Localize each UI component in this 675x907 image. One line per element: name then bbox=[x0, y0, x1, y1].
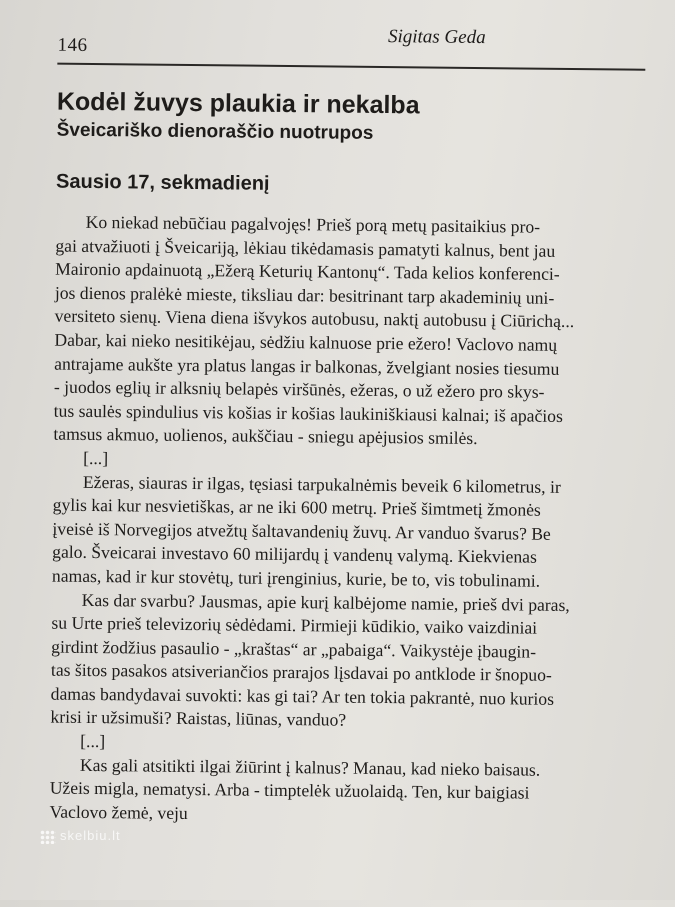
paragraph bbox=[49, 753, 650, 830]
running-head-author: Sigitas Geda bbox=[387, 26, 486, 49]
text-line: versiteto sienų. Viena diena išvykos autobusu, naktį autobusu į Ciūrichą... bbox=[54, 305, 575, 332]
text-line: Ežeras, siauras ir ilgas, tęsiasi tarpukalnėmis beveik 6 kilometrus, ir bbox=[82, 471, 561, 497]
text-line: girdint žodžius pasaulio - „kraštas“ ar „pabaiga“. Vaikystėje įbaugin- bbox=[51, 636, 537, 662]
text-line: namas, kad ir kur stovėtų, turi įrenginius, kurie, be to, vis tobulinami. bbox=[51, 565, 541, 591]
paragraph bbox=[50, 588, 651, 736]
text-line: jos dienos pralėkė mieste, tiksliau dar: besitrinant tarp akademinių uni- bbox=[54, 282, 555, 308]
text-line: damas bandydavai suvokti: kas gi tai? Ar ten tokia pakrantė, nuo kurios bbox=[50, 683, 555, 709]
section-title: Sausio 17, sekmadienį bbox=[55, 170, 270, 195]
page-header bbox=[57, 21, 645, 71]
watermark-logo-icon bbox=[40, 830, 56, 844]
text-line: [...] bbox=[83, 447, 109, 469]
text-line: - juodos eglių ir alksnių belapės viršūnės, ežeras, o už ežero pro skys- bbox=[53, 376, 545, 402]
paragraph bbox=[52, 470, 653, 594]
text-line: gylis kai kur nesvietiškas, ar ne iki 600 metrų. Prieš šimtmetį žmonės bbox=[52, 494, 541, 520]
text-line: tas šitos pasakos atsiveriančios prarajos lįsdavai po antklode ir šnopuo- bbox=[50, 659, 552, 686]
text-line: Dabar, kai nieko nesitikėjau, sėdžiu kalnuose prie ežero! Vaclovo namų bbox=[54, 329, 558, 355]
text-line: [...] bbox=[80, 730, 106, 752]
paragraph bbox=[53, 211, 655, 453]
text-line: Kas gali atsitikti ilgai žiūrint į kalnus? Manau, kad nieko baisaus. bbox=[79, 754, 541, 780]
text-line: tamsus akmuo, uolienos, aukščiau - sniegu apėjusios smilės. bbox=[53, 423, 478, 449]
watermark-text: skelbiu.lt bbox=[60, 828, 121, 843]
text-line: Užeis migla, nematysi. Arba - timptelėk užuolaidą. Ten, kur baigiasi bbox=[49, 777, 530, 803]
text-line: Kas dar svarbu? Jausmas, apie kurį kalbėjome namie, prieš dvi paras, bbox=[81, 589, 570, 615]
text-line: tus saulės spindulius vis košias ir košias laukiniškiausi kalnai; iš apačios bbox=[53, 400, 564, 426]
text-line: antrajame aukšte yra platus langas ir balkonas, žvelgiant nosies tiesumu bbox=[54, 353, 560, 379]
text-line: Ko niekad nebūčiau pagalvojęs! Prieš porą metų pasitaikius pro- bbox=[85, 211, 541, 237]
body-text bbox=[49, 211, 655, 831]
site-watermark bbox=[40, 828, 121, 844]
text-line: galo. Šveicarai investavo 60 milijardų į vandenų valymą. Kiekvienas bbox=[52, 541, 537, 567]
text-line: gai atvažiuoti į Šveicariją, lėkiau tikėdamasis pamatyti kalnus, bent jau bbox=[55, 235, 556, 261]
text-line: įveisė iš Norvegijos atvežtų šaltavandenių žuvų. Ar vanduo švarus? Be bbox=[52, 518, 551, 544]
text-line: Vaclovo žemė, veju bbox=[49, 801, 188, 823]
header-rule bbox=[57, 63, 645, 71]
page-number: 146 bbox=[57, 34, 88, 56]
title-block bbox=[57, 87, 648, 149]
text-line: Maironio apdainuotą „Ežerą Keturių Kantonų“. Tada kelios konferenci- bbox=[55, 258, 560, 285]
text-line: su Urte prieš televizorių sėdėdami. Pirmieji kūdikio, vaiko vaizdiniai bbox=[51, 612, 538, 638]
text-line: krisi ir užsimuši? Raistas, liūnas, vanduo? bbox=[50, 707, 347, 731]
article-title: Kodėl žuvys plaukia ir nekalba bbox=[56, 87, 420, 120]
article-subtitle: Šveicariško dienoraščio nuotrupos bbox=[56, 119, 374, 144]
